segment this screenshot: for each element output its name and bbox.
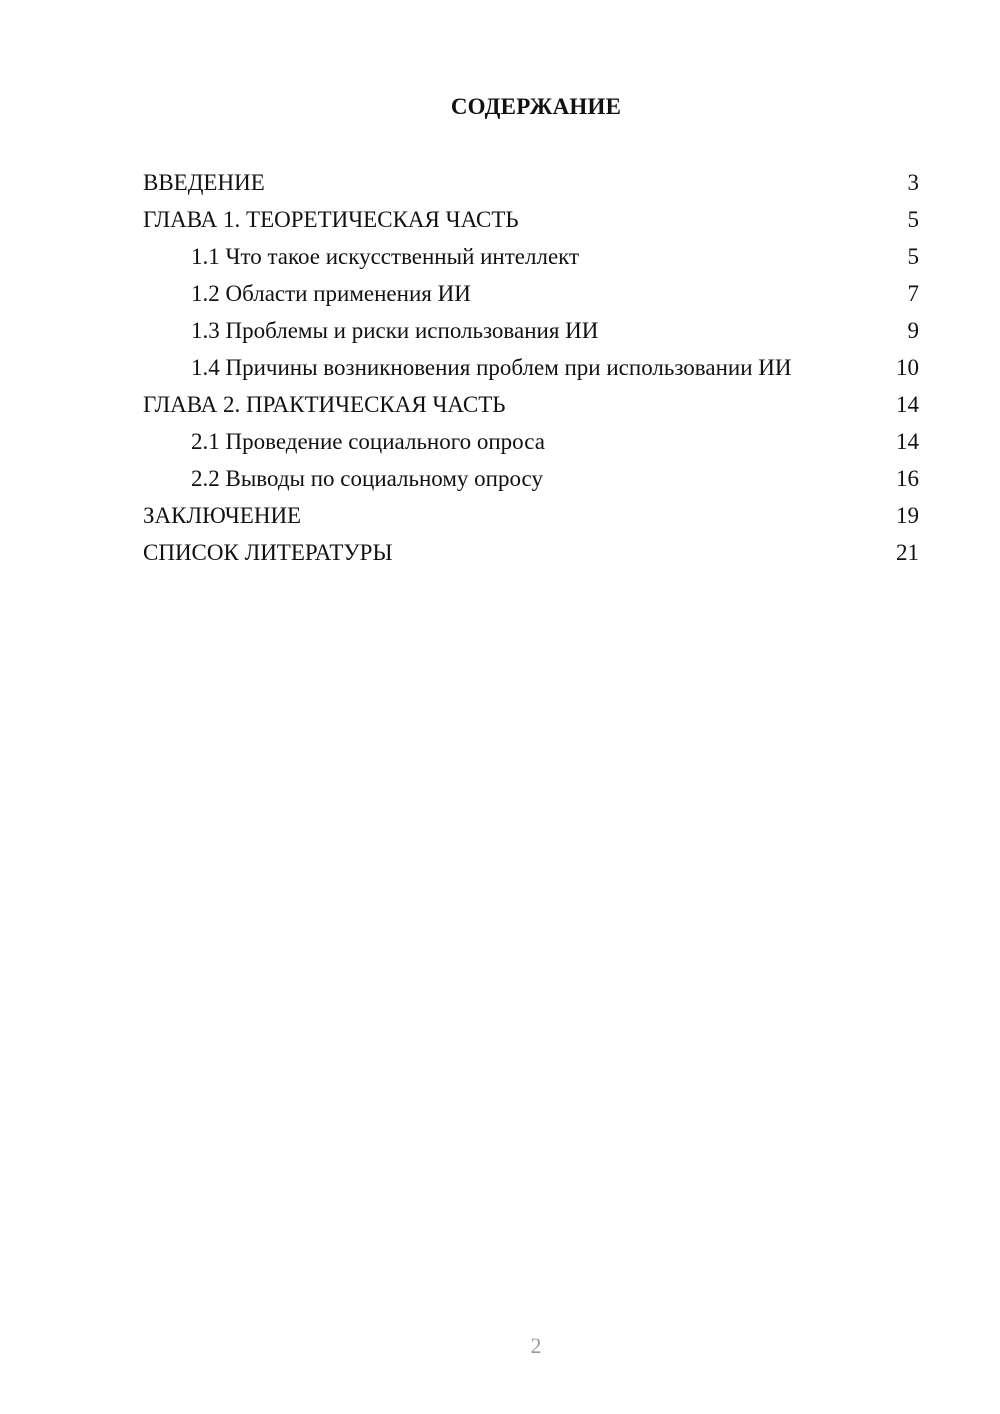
toc-entry-page: 16 [896, 466, 919, 491]
toc-entry-page: 5 [907, 207, 919, 232]
toc-entry-conclusion[interactable] [143, 502, 919, 529]
toc-entry-label: 1.1 Что такое искусственный интеллект [191, 244, 580, 269]
toc-entry-label: 1.2 Области применения ИИ [191, 281, 471, 306]
toc-entry-label: 2.1 Проведение социального опроса [191, 429, 545, 454]
toc-entry-label: 1.4 Причины возникновения проблем при использовании ИИ [191, 355, 792, 380]
toc-entry-page: 9 [907, 318, 919, 343]
toc-title: СОДЕРЖАНИЕ [450, 94, 622, 119]
toc-entry-page: 5 [907, 244, 919, 269]
toc-entry-page: 21 [896, 540, 919, 565]
toc-entry-chapter-1[interactable] [143, 206, 919, 233]
toc-entry-references[interactable] [143, 539, 919, 566]
table-of-contents [143, 169, 919, 576]
toc-entry-section-1-4[interactable] [143, 354, 919, 381]
toc-entry-label: 2.2 Выводы по социальному опросу [191, 466, 543, 491]
toc-entry-page: 7 [907, 281, 919, 306]
toc-entry-section-2-1[interactable] [143, 428, 919, 455]
toc-entry-label: СПИСОК ЛИТЕРАТУРЫ [143, 540, 393, 565]
toc-entry-page: 14 [896, 429, 919, 454]
toc-entry-section-1-2[interactable] [143, 280, 919, 307]
toc-entry-section-2-2[interactable] [143, 465, 919, 492]
toc-entry-introduction[interactable] [143, 169, 919, 196]
page-number: 2 [530, 1333, 542, 1358]
toc-entry-label: ГЛАВА 2. ПРАКТИЧЕСКАЯ ЧАСТЬ [143, 392, 506, 417]
toc-entry-page: 3 [907, 170, 919, 195]
toc-entry-page: 19 [896, 503, 919, 528]
toc-entry-page: 14 [896, 392, 919, 417]
toc-entry-page: 10 [896, 355, 919, 380]
toc-entry-section-1-3[interactable] [143, 317, 919, 344]
toc-entry-label: ВВЕДЕНИЕ [143, 170, 265, 195]
toc-entry-label: ЗАКЛЮЧЕНИЕ [143, 503, 302, 528]
toc-entry-label: ГЛАВА 1. ТЕОРЕТИЧЕСКАЯ ЧАСТЬ [143, 207, 519, 232]
toc-entry-label: 1.3 Проблемы и риски использования ИИ [191, 318, 599, 343]
toc-entry-section-1-1[interactable] [143, 243, 919, 270]
toc-entry-chapter-2[interactable] [143, 391, 919, 418]
